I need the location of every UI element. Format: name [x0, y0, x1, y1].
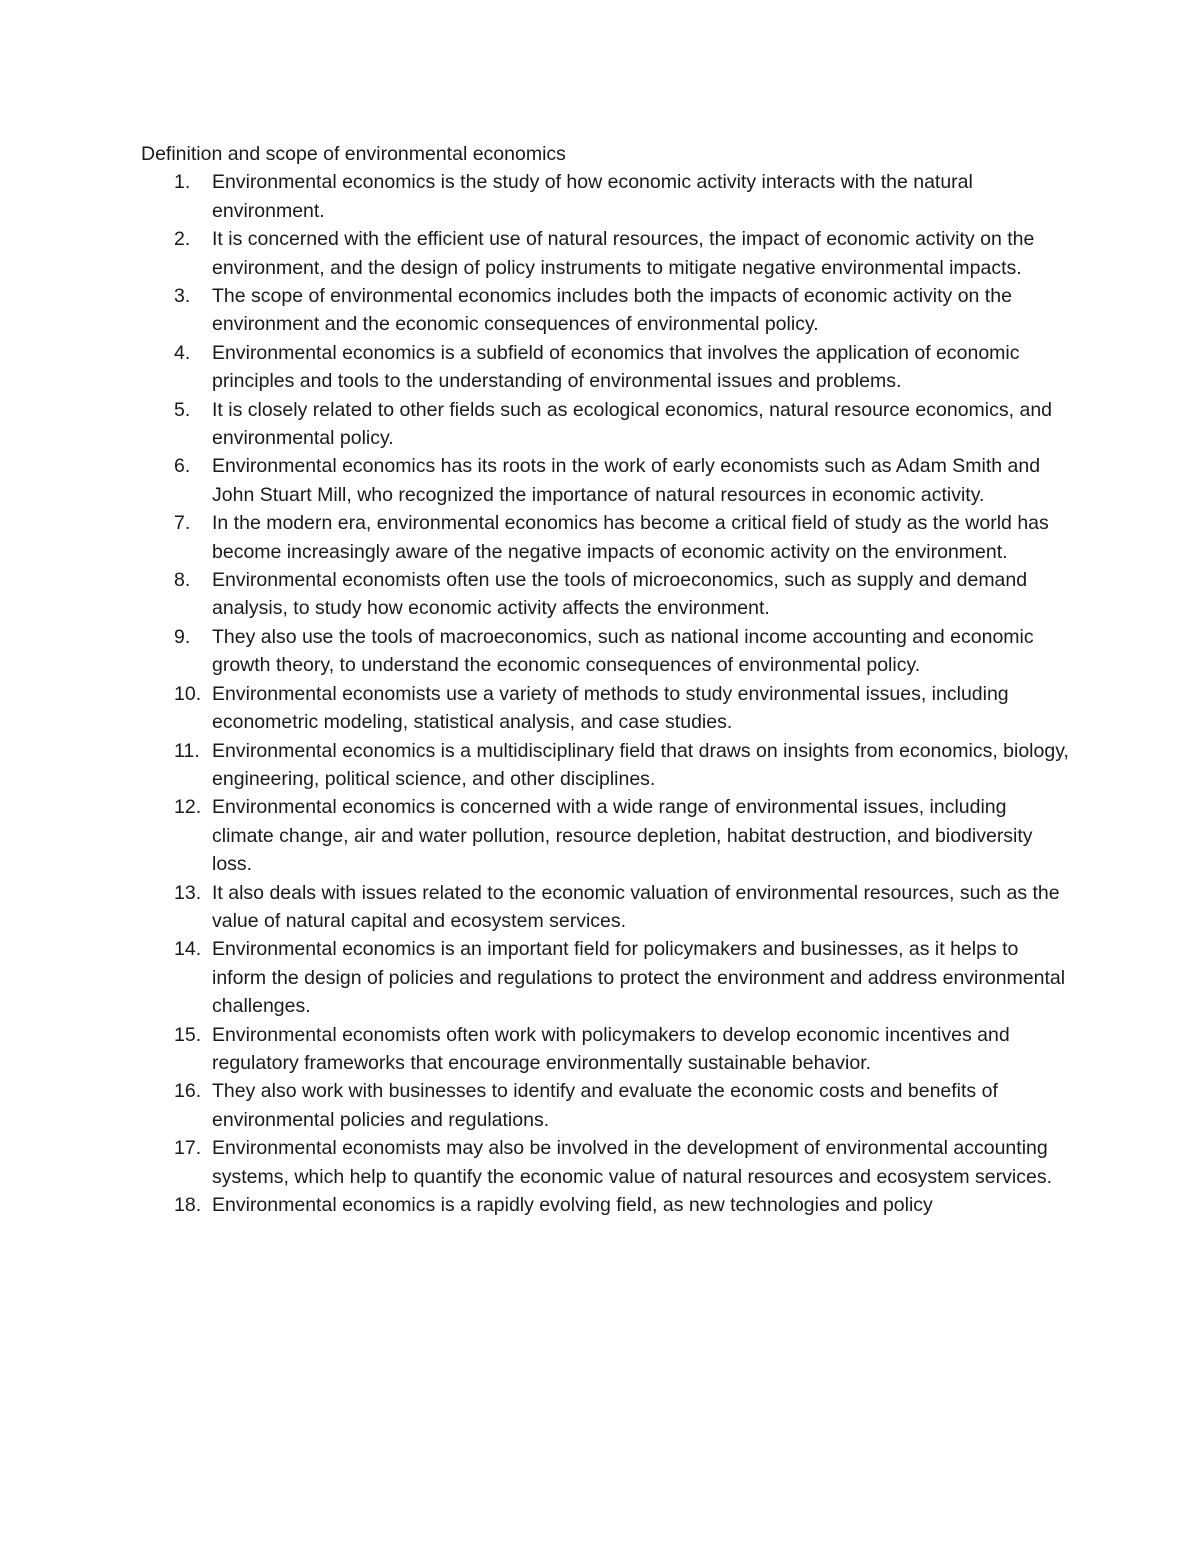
list-item-number: 15.: [174, 1023, 202, 1046]
list-item: [141, 452, 1071, 509]
list-item: [141, 225, 1071, 282]
list-item: [141, 1191, 1071, 1219]
list-item-text: Environmental economics is a subfield of economics that involves the application of economic principles and tools to the understanding of environmental issues and problems.: [212, 341, 1020, 393]
list-item-number: 10.: [174, 682, 202, 705]
list-item-number: 6.: [174, 455, 191, 478]
list-item-number: 7.: [174, 512, 191, 535]
list-item-number: 3.: [174, 285, 191, 308]
list-item-number: 16.: [174, 1080, 202, 1103]
list-item-text: Environmental economics is an important field for policymakers and businesses, as it helps to inform the design of policies and regulations to protect the environment and address environmental challenges.: [212, 938, 1066, 1018]
list-item-number: 9.: [174, 625, 191, 648]
list-item-number: 8.: [174, 569, 191, 592]
list-item-text: It also deals with issues related to the economic valuation of environmental resources, such as the value of natural capital and ecosystem services.: [212, 881, 1060, 932]
list-item-number: 11.: [174, 739, 200, 762]
list-item: [141, 1021, 1071, 1078]
list-item-text: Environmental economists often use the tools of microeconomics, such as supply and demand analysis, to study how economic activity affects the environment.: [212, 569, 1028, 620]
list-item-number: 2.: [174, 228, 191, 251]
list-item: [141, 566, 1071, 623]
list-item-number: 13.: [174, 881, 202, 904]
list-item-text: The scope of environmental economics includes both the impacts of economic activity on the environment and the economic consequences of environmental policy.: [212, 285, 1012, 336]
list-item-text: It is concerned with the efficient use of natural resources, the impact of economic activity on the environment, and the design of policy instruments to mitigate negative environmental impacts.: [212, 228, 1035, 279]
list-item-number: 17.: [174, 1137, 202, 1160]
list-item-text: Environmental economists often work with policymakers to develop economic incentives and regulatory frameworks that encourage environmentally sustainable behavior.: [212, 1023, 1010, 1074]
list-item: [141, 339, 1071, 396]
list-item-number: 14.: [174, 938, 202, 961]
list-item-text: Environmental economics has its roots in the work of early economists such as Adam Smith and John Stuart Mill, who recognized the importance of natural resources in economic activity.: [212, 455, 1041, 506]
list-item: [141, 935, 1071, 1020]
list-item: [141, 793, 1071, 878]
list-item-text: Environmental economics is the study of how economic activity interacts with the natural environment.: [212, 171, 973, 222]
document-title: Definition and scope of environmental economics: [141, 143, 566, 165]
list-item: [141, 1077, 1071, 1134]
list-item: [141, 282, 1071, 339]
list-item-number: 12.: [174, 796, 202, 819]
list-item-text: Environmental economics is a rapidly evolving field, as new technologies and policy: [212, 1194, 933, 1217]
list-item-text: They also use the tools of macroeconomics, such as national income accounting and economic growth theory, to understand the economic consequences of environmental policy.: [212, 625, 1034, 677]
list-item-text: In the modern era, environmental economics has become a critical field of study as the world has become increasingly aware of the negative impacts of economic activity on the environment.: [212, 512, 1049, 563]
list-item-number: 4.: [174, 341, 191, 364]
numbered-list: [141, 168, 1071, 1219]
list-item: [141, 396, 1071, 453]
list-item: [141, 509, 1071, 566]
list-item-text: Environmental economics is concerned with a wide range of environmental issues, including climate change, air and water pollution, resource depletion, habitat destruction, and biodiversity loss.: [212, 796, 1033, 876]
list-item: [141, 1134, 1071, 1191]
list-item: [141, 680, 1071, 737]
list-item-number: 5.: [174, 398, 191, 421]
list-item-number: 1.: [174, 171, 191, 194]
list-item: [141, 623, 1071, 680]
list-item: [141, 879, 1071, 936]
list-item: [141, 168, 1071, 225]
list-item-text: Environmental economists may also be involved in the development of environmental accounting systems, which help to quantify the economic value of natural resources and ecosystem services.: [212, 1137, 1052, 1188]
list-item-text: They also work with businesses to identify and evaluate the economic costs and benefits of environmental policies and regulations.: [212, 1080, 998, 1131]
list-item-text: It is closely related to other fields such as ecological economics, natural resource economics, and environmental policy.: [212, 398, 1053, 450]
list-item-text: Environmental economists use a variety of methods to study environmental issues, including econometric modeling, statistical analysis, and case studies.: [212, 682, 1009, 734]
list-item-number: 18.: [174, 1194, 202, 1217]
list-item-text: Environmental economics is a multidisciplinary field that draws on insights from economics, biology, engineering, political science, and other disciplines.: [212, 739, 1069, 790]
list-item: [141, 737, 1071, 794]
